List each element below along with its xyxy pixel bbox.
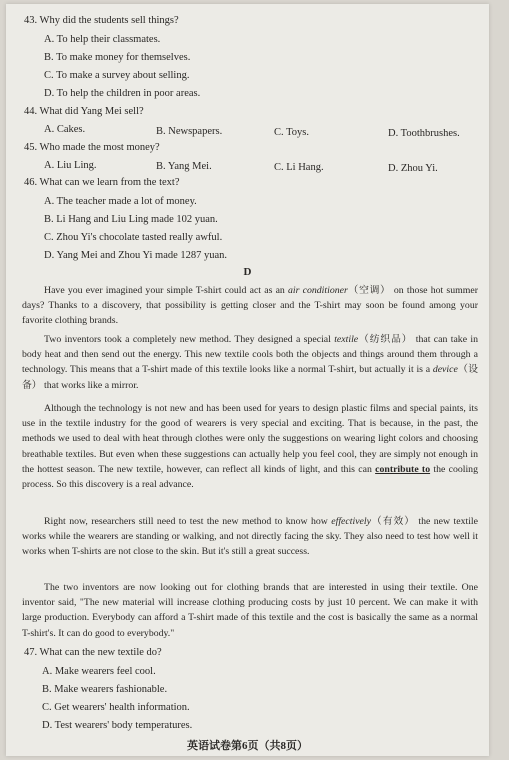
- question-47-option-b: B. Make wearers fashionable.: [42, 684, 168, 695]
- question-43-option-b: B. To make money for themselves.: [44, 52, 191, 63]
- question-44-option-c: C. Toys.: [274, 127, 309, 138]
- passage-paragraph-3: Although the technology is not new and has been used for years to design plastic films and special paints, its use in the textile industry for the good of wearers is very special and exciting. That is because, in the past, the methods we used to deal with heat through clothes were only the suggestions on wearing light colors and choosing breathable textiles. But even when these suggestions can actually help you feel cool, they are simply not enough in the hottest season. The new textile, however, can reflect all kinds of light, and this can contribute to the cooling process. So this discovery is a real advance.: [22, 403, 478, 491]
- term-effectively: effectively: [331, 516, 371, 527]
- term-air-conditioner: air conditioner: [288, 285, 348, 296]
- passage-paragraph-2: Two inventors took a completely new method. They designed a special textile（纺织品） that can take in body heat and then send out the energy. This new textile cools both the objects and things around them through a technology. This means that a T-shirt made of this textile looks like a normal T-shirt, but actually it is a device（设备） that works like a mirror.: [22, 334, 478, 391]
- question-45-option-d: D. Zhou Yi.: [388, 163, 438, 174]
- term-device: device: [432, 364, 458, 376]
- question-46-stem: 46. What can we learn from the text?: [24, 177, 180, 188]
- question-43-stem: 43. Why did the students sell things?: [24, 15, 179, 26]
- question-45-option-b: B. Yang Mei.: [156, 161, 212, 172]
- question-45-option-a: A. Liu Ling.: [44, 160, 97, 171]
- question-45-stem: 45. Who made the most money?: [24, 142, 160, 153]
- question-45-option-c: C. Li Hang.: [274, 162, 324, 173]
- term-contribute-to: contribute to: [375, 463, 431, 475]
- question-47-option-d: D. Test wearers' body temperatures.: [42, 720, 193, 731]
- question-44-option-a: A. Cakes.: [44, 124, 86, 135]
- question-43-option-a: A. To help their classmates.: [44, 34, 161, 45]
- question-44-option-b: B. Newspapers.: [156, 126, 223, 137]
- question-47-option-a: A. Make wearers feel cool.: [42, 666, 156, 677]
- question-43-option-d: D. To help the children in poor areas.: [44, 88, 201, 99]
- exam-page: [6, 4, 489, 756]
- question-44-stem: 44. What did Yang Mei sell?: [24, 106, 144, 117]
- passage-paragraph-4: Right now, researchers still need to test the new method to know how effectively（有效） the new textile works while the wearers are standing or walking, and not directly facing the sky. They also need to test how well it works when T-shirts are not close to the skin. But it's still a great success.: [22, 516, 478, 558]
- passage-paragraph-1: Have you ever imagined your simple T-shirt could act as an air conditioner（空调） on those hot summer days? Thanks to a discovery, that possibility is getting closer and the T-shirt may soon be found among your favorite clothing brands.: [22, 285, 478, 327]
- question-46-option-c: C. Zhou Yi's chocolate tasted really awful.: [44, 232, 223, 243]
- question-47-option-c: C. Get wearers' health information.: [42, 702, 190, 713]
- section-heading: D: [243, 266, 252, 278]
- question-43-option-c: C. To make a survey about selling.: [44, 70, 190, 81]
- question-46-option-d: D. Yang Mei and Zhou Yi made 1287 yuan.: [44, 250, 228, 261]
- page-footer: 英语试卷第6页（共8页）: [187, 740, 308, 752]
- question-47-stem: 47. What can the new textile do?: [24, 647, 162, 658]
- passage-paragraph-5: The two inventors are now looking out for clothing brands that are interested in using their textile. One inventor said, "The new material will increase clothing producing costs by just 10 percent. We can make it with large production. Everybody can afford a T-shirt made of this textile and the cost is basically the same as a normal T-shirt's. It can do good to everybody.": [22, 582, 478, 639]
- term-textile: textile: [334, 334, 359, 345]
- question-44-option-d: D. Toothbrushes.: [388, 128, 460, 139]
- question-46-option-b: B. Li Hang and Liu Ling made 102 yuan.: [44, 214, 218, 225]
- question-46-option-a: A. The teacher made a lot of money.: [44, 196, 197, 207]
